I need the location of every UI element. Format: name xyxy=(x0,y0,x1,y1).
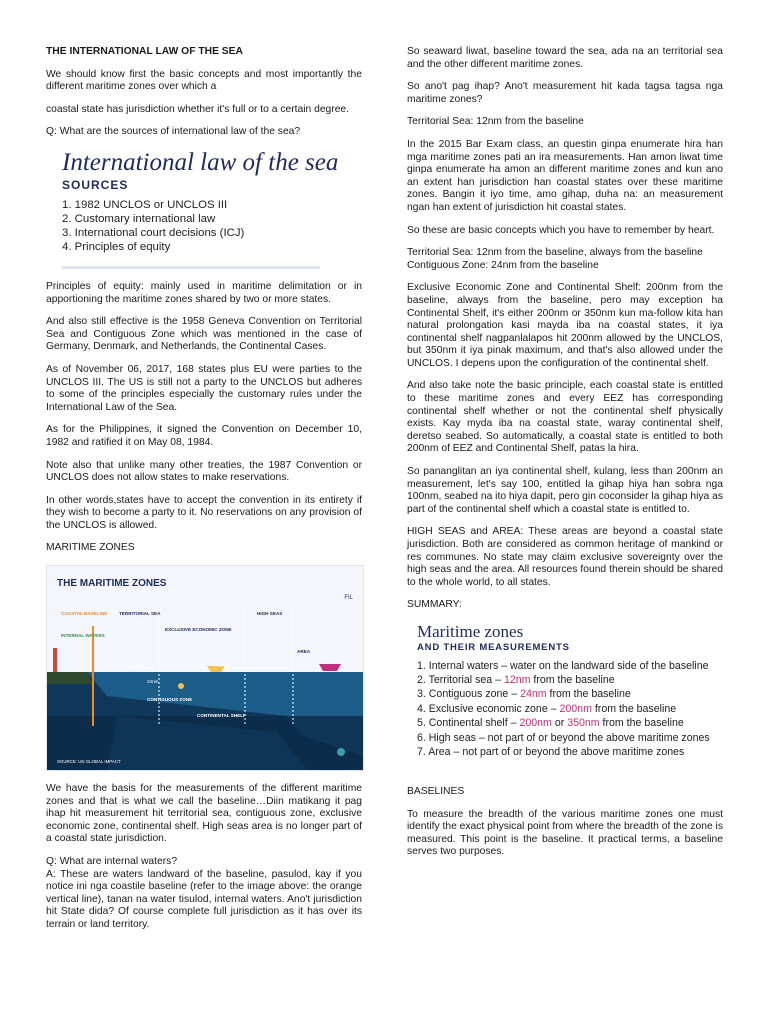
contiguous-zone-label: CONTIGUOUS ZONE xyxy=(147,697,193,703)
paragraph: So seaward liwat, baseline toward the sea, ada na an territorial sea and the other different maritime zones. xyxy=(407,46,723,70)
paragraph: We have the basis for the measurements of the different maritime zones and that is what we call the baseline…Diin matikang it pag ihap hit measurement hit territorial sea, contiguous zone, exclusive economic zone, continental shelf. High seas area is no longer part of a coastal state jurisdiction. xyxy=(46,783,362,845)
paragraph: As of November 06, 2017, 168 states plus EU were parties to the UNCLOS III. The US is still not a party to the UNCLOS but adheres to some of the principles especially the customary rules under the International Law of the Sea. xyxy=(46,363,362,413)
list-item: 6. High seas – not part of or beyond the above maritime zones xyxy=(417,731,710,744)
coastal-baseline-label: COASTAL BASELINE xyxy=(61,611,108,617)
summary-figure xyxy=(417,622,747,772)
ship-icon xyxy=(319,664,341,671)
right-column xyxy=(407,46,723,869)
list-item: 5. Continental shelf – 200nm or 350nm from the baseline xyxy=(417,717,684,730)
question: Q: What are the sources of international law of the sea? xyxy=(46,126,301,138)
200nm-label: 200nm xyxy=(217,663,232,669)
list-item: 3. Contiguous zone – 24nm from the baseline xyxy=(417,688,631,701)
paragraph: And also take note the basic principle, each coastal state is entitled to these maritime zones and every EEZ has corresponding continental shelf whether or not the continental shelf physically exists. Kay myda iba na coastal state, waray continental shelf, deretso seabed. So automatically, a coastal state is entitled to both 200nm of EEZ and Continental Shelf, patas la hira. xyxy=(407,380,723,455)
answer: A: These are waters landward of the baseline, pasulod, kay if you notice ini nga coastile baseline (refer to the image above: the orange vertical line), tanan na water tisulod, internal waters. Ano't jurisdiction hit State dida? Of course complete full jurisdiction as it has over its terrain or land territory. xyxy=(46,868,362,930)
continental-shelf-label: CONTINENTAL SHELF xyxy=(197,713,246,719)
12nm-label: 12nm xyxy=(131,663,143,669)
paragraph: Territorial Sea: 12nm from the baseline xyxy=(407,116,584,128)
coral-icon xyxy=(337,748,345,756)
list-item: 1. 1982 UNCLOS or UNCLOS III xyxy=(62,198,228,211)
question: Q: What are internal waters? xyxy=(46,856,178,868)
land-shape xyxy=(47,672,93,684)
paragraph: Exclusive Economic Zone and Continental Shelf: 200nm from the baseline, always from the baseline, pero may exception ha Continental Shelf, it's either 200nm or 350nm kun ma-follow kita han natural prolongation kasi mayda iba na coastal states, it iya continental shelf nagpanlalapos hit 200nm allowed by the UNCLOS, but 350nm it iya pinak maximum, and that's also allowed under the UNCLOS. I depens upon the configuration of the continental shelf. xyxy=(407,282,723,369)
diagram-source: SOURCE: UN GLOBAL IMPACT xyxy=(57,759,121,765)
paragraph: Contiguous Zone: 24nm from the baseline xyxy=(407,259,599,271)
paragraph: In the 2015 Bar Exam class, an questin ginpa enumerate hira han mga maritime zones pati an ira measurements. Han amon liwat time ginpa enumerate ha amon an different maritime zones and kun ano an extent han jurisdiction han coastal states over these maritime zones. Bangin it iyo time, amo gihap, duha na: an measurement ngan han extent of jurisdiction hit coastal states. xyxy=(407,138,723,213)
paragraph: Note also that unlike many other treaties, the 1987 Convention or UNCLOS does not allow states to make reservations. xyxy=(46,459,362,484)
list-item: 2. Customary international law xyxy=(62,212,216,225)
list-item: 1. Internal waters – water on the landward side of the baseline xyxy=(417,659,709,672)
paragraph: So these are basic concepts which you have to remember by heart. xyxy=(407,224,715,236)
summary-figure-title: Maritime zones xyxy=(417,621,524,641)
section-heading: BASELINES xyxy=(407,785,465,797)
divider xyxy=(62,266,320,269)
list-item: 4. Exclusive economic zone – 200nm from the baseline xyxy=(417,702,677,715)
sources-figure-title: International law of the sea xyxy=(62,148,339,176)
section-heading: MARITIME ZONES xyxy=(46,542,135,554)
list-item: 4. Principles of equity xyxy=(62,240,171,253)
section-heading: SUMMARY: xyxy=(407,599,462,611)
left-column xyxy=(46,46,362,942)
high-seas-label: HIGH SEAS xyxy=(257,611,283,617)
list-item: 3. International court decisions (ICJ) xyxy=(62,226,245,239)
eez-label: EXCLUSIVE ECONOMIC ZONE xyxy=(165,627,232,633)
summary-figure-subtitle: AND THEIR MEASUREMENTS xyxy=(417,641,570,653)
internal-waters-label: INTERNAL WATERS xyxy=(61,633,105,639)
lighthouse-icon xyxy=(53,648,57,672)
logo: FIL xyxy=(344,595,353,602)
24nm-label: 24nm xyxy=(147,679,159,685)
paragraph: So ano't pag ihap? Ano't measurement hit kada tagsa tagsa nga maritime zones? xyxy=(407,81,723,105)
paragraph: And also still effective is the 1958 Geneva Convention on Territorial Sea and Contiguous Zone which was mentioned in the case of Germany, Denmark, and Netherlands, the Continental Cases. xyxy=(46,316,362,353)
paragraph: To measure the breadth of the various maritime zones one must identify the exact physical point from where the breadth of the zone is measured. This point is the baseline. It practical terms, a baseline serves two purposes. xyxy=(407,808,723,858)
sources-figure-subtitle: SOURCES xyxy=(62,177,129,192)
paragraph: In other words,states have to accept the convention in its entirety if they wish to become a party to it. No reservations on any provision of the UNCLOS is allowed. xyxy=(46,494,362,531)
paragraph: HIGH SEAS and AREA: These areas are beyond a coastal state jurisdiction. Both are considered as common heritage of mankind or res communes. No state may claim exclusive sovereignty over the high seas and the area. All resources found therein should be shared to the whole world, to all states. xyxy=(407,526,723,588)
document-title: THE INTERNATIONAL LAW OF THE SEA xyxy=(46,46,243,57)
area-label: AREA xyxy=(297,649,311,655)
paragraph: We should know first the basic concepts and most importantly the different maritime zones over which a xyxy=(46,68,362,93)
maritime-zones-diagram xyxy=(46,565,364,771)
maritime-zones-illustration xyxy=(47,566,363,770)
paragraph: Territorial Sea: 12nm from the baseline, always from the baseline xyxy=(407,247,703,259)
diagram-title: THE MARITIME ZONES xyxy=(57,578,167,590)
fish-icon xyxy=(178,683,184,689)
paragraph: As for the Philippines, it signed the Convention on December 10, 1982 and ratified it on May 08, 1984. xyxy=(46,424,362,448)
sources-list xyxy=(62,198,342,254)
paragraph: Principles of equity: mainly used in maritime delimitation or in apportioning the maritime zones shared by two or more states. xyxy=(46,280,362,305)
territorial-sea-label: TERRITORIAL SEA xyxy=(119,611,161,617)
paragraph: coastal state has jurisdiction whether it's full or to a certain degree. xyxy=(46,103,350,115)
list-item: 7. Area – not part of or beyond the above maritime zones xyxy=(417,746,685,758)
sources-figure xyxy=(62,149,342,269)
list-item: 2. Territorial sea – 12nm from the baseline xyxy=(417,673,615,686)
measurements-list xyxy=(417,659,747,760)
paragraph: So pananglitan an iya continental shelf, kulang, less than 200nm an measurement, let's say 100, entitled la gihap hiya han sobra nga 100nm, seabed na ito hiya dapit, pero gin coconsider la gihap hiya as part of the continental shelf which a coastal state is entitled to. xyxy=(407,466,723,515)
